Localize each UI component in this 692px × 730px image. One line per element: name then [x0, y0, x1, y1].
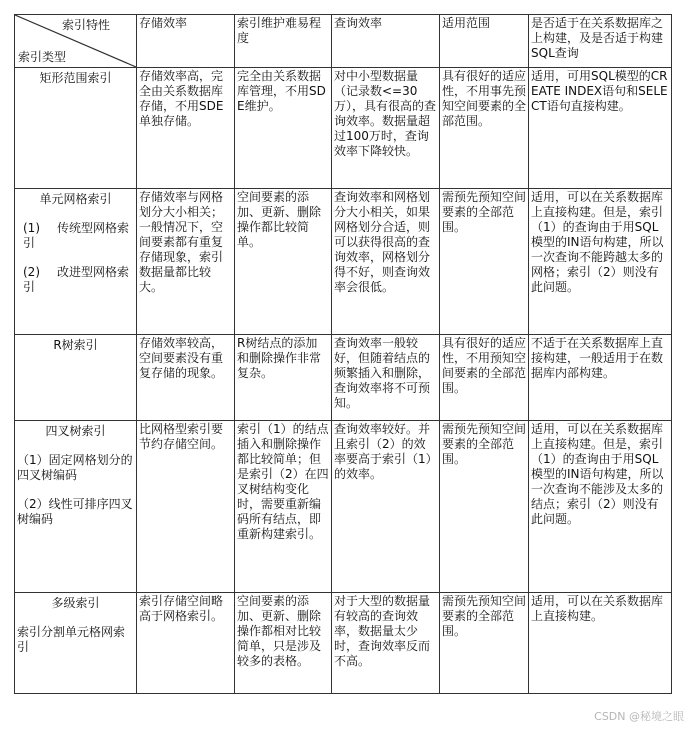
header-diagonal-cell — [15, 15, 137, 68]
cell-storage: 存储效率高，完全由关系数据库存储，不用SDE单独存储。 — [137, 68, 235, 189]
header-feature-label: 索引特性 — [61, 18, 110, 32]
csdn-watermark: CSDN @秘境之眼 — [594, 710, 684, 723]
cell-maintenance: 空间要素的添加、更新、删除操作都比较简单。 — [235, 189, 332, 335]
cell-query: 对中小型数据量（记录数<=30万），具有很高的查询效率。数据量超过100万时，查询效率下降较快。 — [332, 68, 440, 189]
cell-sql: 不适于在关系数据库上直接构建，一般适用于在数据库内部构建。 — [529, 335, 672, 421]
cell-storage: 存储效率较高，空间要素没有重复存储的现象。 — [137, 335, 235, 421]
category-subtype: （2）线性可排序四叉树编码 — [17, 497, 133, 526]
row-multilevel-index — [15, 593, 672, 694]
category-subtype: (1) 传统型网格索引 — [23, 221, 130, 250]
cell-maintenance: 空间要素的添加、更新、删除操作都相对比较简单，只是涉及较多的表格。 — [235, 593, 332, 694]
cell-storage: 比网格型索引要节约存储空间。 — [137, 421, 235, 593]
category-cell — [15, 421, 137, 593]
header-col-storage: 存储效率 — [137, 15, 235, 68]
row-quadtree-index — [15, 421, 672, 593]
category-cell — [15, 593, 137, 694]
category-title: 单元网格索引 — [39, 192, 112, 206]
row-rect-index — [15, 68, 672, 189]
header-col-sql: 是否适于在关系数据库之上构建，及是否适于构建SQL查询 — [529, 15, 672, 68]
cell-sql: 适用，可以在关系数据库上直接构建。但是，索引（1）的查询由于用SQL模型的IN语句构建，所以一次查询不能涉及太多的结点；索引（2）则没有此问题。 — [529, 421, 672, 593]
cell-sql: 适用，可以在关系数据库上直接构建。但是，索引（1）的查询由于用SQL模型的IN语句构建，所以一次查询不能跨越太多的网格；索引（2）则没有此问题。 — [529, 189, 672, 335]
category-cell — [15, 335, 137, 421]
header-row — [15, 15, 672, 68]
cell-scope: 需预先预知空间要素的全部范围。 — [440, 189, 529, 335]
cell-query: 查询效率和网格划分大小相关，如果网格划分合适，则可以获得很高的查询效率，网格划分得不好，则查询效率会很低。 — [332, 189, 440, 335]
header-col-scope: 适用范围 — [440, 15, 529, 68]
cell-storage: 索引存储空间略高于网格索引。 — [137, 593, 235, 694]
category-subtype: （1）固定网格划分的四叉树编码 — [17, 453, 133, 482]
category-subtype: (2) 改进型网格索引 — [23, 265, 130, 294]
cell-scope: 具有很好的适应性，不用事先预知空间要素的全部范围。 — [440, 68, 529, 189]
row-grid-index — [15, 189, 672, 335]
header-col-maintenance: 索引维护难易程度 — [235, 15, 332, 68]
category-title: 多级索引 — [51, 596, 100, 610]
cell-maintenance: 完全由关系数据库管理，不用SDE维护。 — [235, 68, 332, 189]
category-title: 矩形范围索引 — [39, 71, 112, 85]
cell-maintenance: 索引（1）的结点插入和删除操作都比较简单；但是索引（2）在四叉树结构变化时，需要重新编码所有结点，即重新构建索引。 — [235, 421, 332, 593]
cell-scope: 需预先预知空间要素的全部范围。 — [440, 421, 529, 593]
cell-scope: 具有很好的适应性，不用预知空间要素的全部范围。 — [440, 335, 529, 421]
cell-query: 对于大型的数据量有较高的查询效率，数据量太少时，查询效率反而不高。 — [332, 593, 440, 694]
cell-storage: 存储效率与网格划分大小相关；一般情况下，空间要素都有重复存储现象，索引数据量都比较大。 — [137, 189, 235, 335]
index-comparison-table — [14, 14, 672, 694]
cell-query: 查询效率一般较好，但随着结点的频繁插入和删除，查询效率将不可预知。 — [332, 335, 440, 421]
category-title: 四叉树索引 — [45, 424, 106, 438]
header-type-label: 索引类型 — [18, 50, 67, 64]
cell-scope: 需预先预知空间要素的全部范围。 — [440, 593, 529, 694]
cell-sql: 适用，可用SQL模型的CREATE INDEX语句和SELECT语句直接构建。 — [529, 68, 672, 189]
header-col-query: 查询效率 — [332, 15, 440, 68]
row-rtree-index — [15, 335, 672, 421]
cell-maintenance: R树结点的添加和删除操作非常复杂。 — [235, 335, 332, 421]
category-subtype: 索引分割单元格网索引 — [17, 625, 126, 654]
category-title: R树索引 — [53, 338, 98, 352]
category-cell — [15, 189, 137, 335]
cell-sql: 适用，可以在关系数据库上直接构建。 — [529, 593, 672, 694]
category-cell — [15, 68, 137, 189]
cell-query: 查询效率较好。并且索引（2）的效率要高于索引（1）的效率。 — [332, 421, 440, 593]
